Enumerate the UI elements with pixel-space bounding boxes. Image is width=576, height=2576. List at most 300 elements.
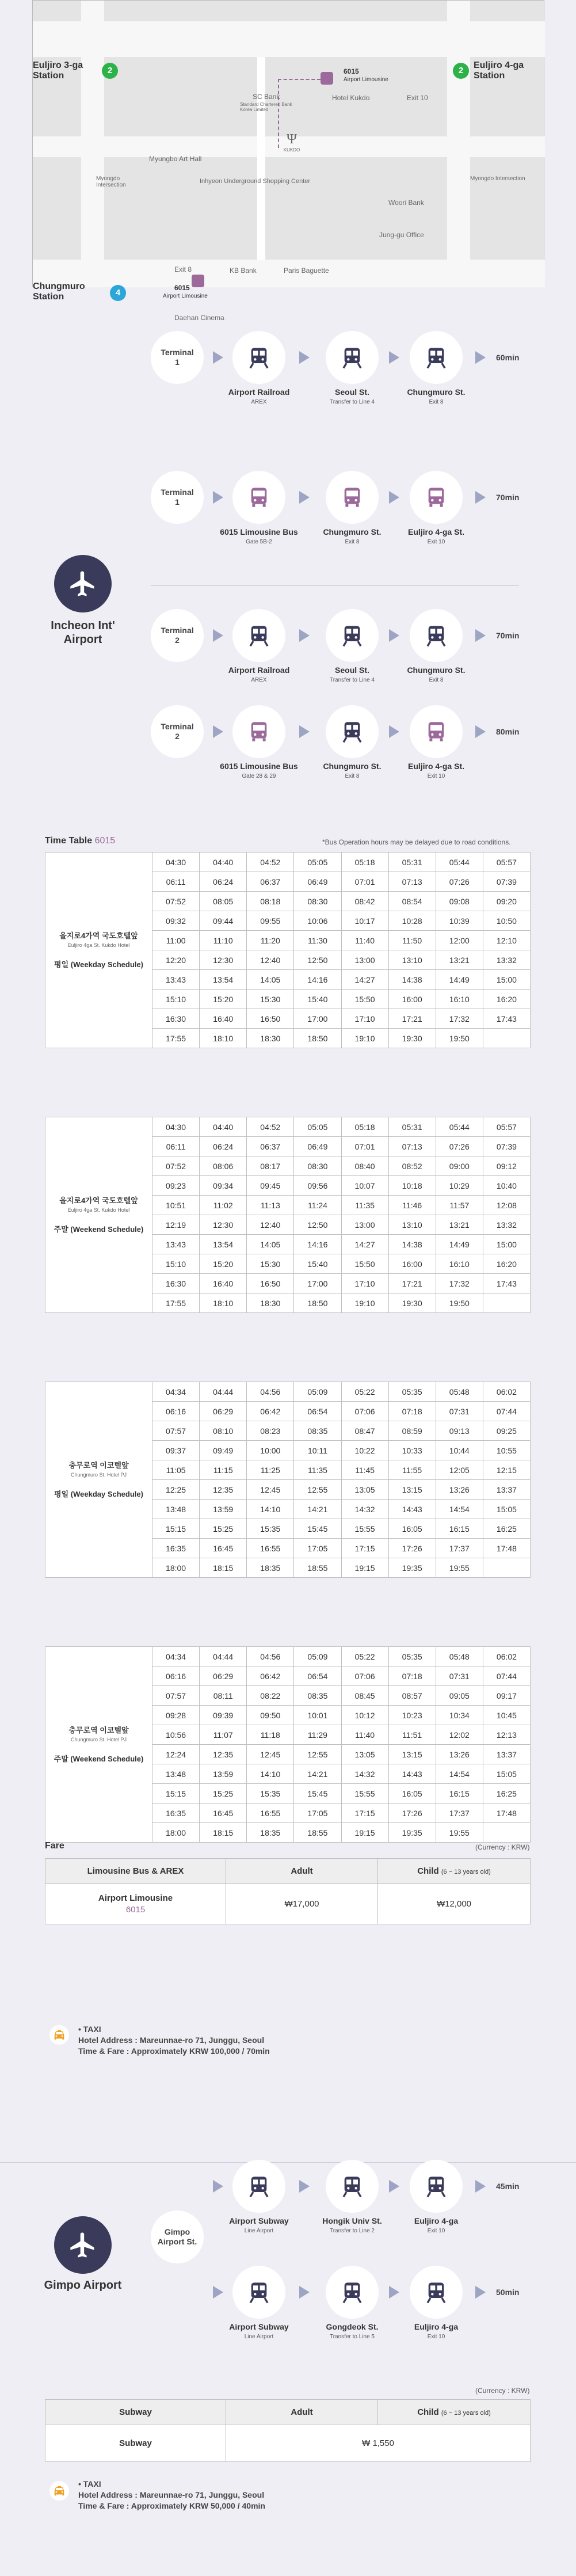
- time-cell: 08:11: [200, 1686, 247, 1706]
- time-cell: 07:06: [341, 1402, 388, 1421]
- route-stop-sub: Exit 8: [345, 773, 360, 779]
- time-cell: 19:10: [341, 1293, 388, 1313]
- route-arrow: [389, 2180, 399, 2193]
- time-cell: 09:39: [200, 1706, 247, 1725]
- time-cell: 08:22: [247, 1686, 294, 1706]
- bus-stop-top-name: Airport Limousine: [344, 77, 388, 83]
- time-cell: 12:35: [200, 1745, 247, 1764]
- time-cell: 07:39: [483, 872, 530, 892]
- time-cell: 18:30: [247, 1029, 294, 1048]
- time-cell: 14:49: [436, 970, 483, 990]
- time-cell: 05:35: [388, 1647, 436, 1666]
- time-cell: 13:15: [388, 1480, 436, 1500]
- route-arrow: [213, 491, 223, 504]
- route-stop-caption: [306, 762, 398, 781]
- route-stop-caption: [306, 527, 398, 547]
- fare2-price: ₩ 1,550: [226, 2425, 531, 2462]
- time-cell: 11:02: [200, 1196, 247, 1215]
- route-stop-icon[interactable]: [232, 331, 285, 384]
- fare-row-code: 6015: [125, 1904, 146, 1915]
- route-path-top: [278, 79, 321, 80]
- route-stop-icon[interactable]: [326, 2160, 379, 2213]
- fare2-row-name: Subway: [45, 2425, 226, 2462]
- route-stop-caption: [213, 2216, 305, 2236]
- time-cell: 06:24: [200, 872, 247, 892]
- route-stop-sub: Transfer to Line 4: [329, 399, 375, 405]
- time-cell: 06:16: [152, 1402, 200, 1421]
- location-map: [32, 0, 544, 322]
- time-cell: 11:57: [436, 1196, 483, 1215]
- time-cell: 09:05: [436, 1686, 483, 1706]
- timetable-stop-label: [45, 1647, 152, 1843]
- time-cell: 17:32: [436, 1274, 483, 1293]
- time-cell: 14:16: [294, 970, 341, 990]
- time-cell: 09:23: [152, 1176, 200, 1196]
- time-cell: 12:45: [247, 1480, 294, 1500]
- time-cell: 10:28: [388, 911, 436, 931]
- time-cell: 14:05: [247, 1235, 294, 1254]
- standard-label: Standard Chartered Bank Korea Limited: [240, 102, 292, 112]
- time-cell: 09:32: [152, 911, 200, 931]
- time-cell: 10:17: [341, 911, 388, 931]
- kb-label: KB Bank: [230, 267, 257, 275]
- time-cell: 07:18: [388, 1402, 436, 1421]
- time-cell: 05:57: [483, 1117, 530, 1137]
- time-cell: 05:44: [436, 853, 483, 872]
- time-cell: 15:10: [152, 1254, 200, 1274]
- chungmuro-station[interactable]: Chungmuro Station: [33, 281, 85, 302]
- route-arrow: [389, 351, 399, 364]
- time-cell: 06:37: [247, 1137, 294, 1156]
- time-cell: 06:29: [200, 1666, 247, 1686]
- table-row: [45, 1647, 531, 1666]
- time-cell: 11:35: [294, 1460, 341, 1480]
- bus-stop-top-number: 6015: [344, 67, 359, 75]
- time-cell: 14:38: [388, 970, 436, 990]
- route-stop-caption: [213, 2322, 305, 2342]
- euljiro4-station[interactable]: Euljiro 4-ga Station: [474, 60, 524, 81]
- route-start-terminal[interactable]: [151, 609, 204, 662]
- exit8-label: Exit 8: [174, 265, 192, 273]
- time-cell: 11:05: [152, 1460, 200, 1480]
- time-cell: 13:21: [436, 950, 483, 970]
- euljiro3-station[interactable]: Euljiro 3-ga Station: [33, 60, 83, 81]
- time-cell: 08:06: [200, 1156, 247, 1176]
- time-cell: 04:34: [152, 1382, 200, 1402]
- time-cell: 15:30: [247, 1254, 294, 1274]
- route-stop-icon[interactable]: [410, 609, 463, 662]
- time-cell: 06:54: [294, 1402, 341, 1421]
- time-cell: 17:05: [294, 1539, 341, 1558]
- time-cell: 08:40: [341, 1156, 388, 1176]
- time-cell: 14:54: [436, 1764, 483, 1784]
- time-cell: 11:15: [200, 1460, 247, 1480]
- time-cell: 17:48: [483, 1803, 530, 1823]
- route-stop-name: Seoul St.: [335, 665, 369, 675]
- route-arrow: [299, 2286, 310, 2299]
- route-arrow: [475, 2180, 486, 2193]
- route-stop-icon[interactable]: [410, 705, 463, 758]
- route-start-terminal[interactable]: [151, 705, 204, 758]
- time-cell: 15:45: [294, 1784, 341, 1803]
- route-stop-caption: [390, 387, 482, 407]
- time-cell: 19:15: [341, 1558, 388, 1578]
- time-cell: 13:54: [200, 1235, 247, 1254]
- route-stop-sub: Transfer to Line 4: [329, 677, 375, 683]
- daehan-label: Daehan Cinema: [174, 314, 224, 322]
- stop-name-ko: 을지로4가역 국도호텔앞: [59, 1196, 138, 1205]
- table-row: [45, 1382, 531, 1402]
- time-cell: 16:50: [247, 1274, 294, 1293]
- time-cell: 16:20: [483, 990, 530, 1009]
- route-start-label: Terminal 2: [161, 722, 194, 741]
- route-arrow: [389, 725, 399, 738]
- taxi-info-2: [78, 2479, 265, 2512]
- incheon-airport-name: Incheon Int' Airport: [51, 619, 115, 646]
- time-cell: 07:52: [152, 892, 200, 911]
- taxi-label: • TAXI: [78, 2025, 101, 2034]
- route-stop-icon[interactable]: [326, 609, 379, 662]
- route-stop-icon[interactable]: [410, 2160, 463, 2213]
- time-cell: 11:35: [341, 1196, 388, 1215]
- time-cell: 12:30: [200, 950, 247, 970]
- time-cell: 13:32: [483, 950, 530, 970]
- time-cell: 18:15: [200, 1823, 247, 1843]
- time-cell: 05:18: [341, 853, 388, 872]
- time-cell: 04:30: [152, 1117, 200, 1137]
- time-cell: 05:48: [436, 1382, 483, 1402]
- incheon-airport-icon: [54, 555, 112, 612]
- time-cell: 17:05: [294, 1803, 341, 1823]
- route-stop-icon[interactable]: [326, 2266, 379, 2319]
- route-stop-caption: [213, 762, 305, 781]
- time-cell: 14:54: [436, 1500, 483, 1519]
- route-stop-icon[interactable]: [326, 705, 379, 758]
- time-cell: 10:22: [341, 1441, 388, 1460]
- time-cell: 13:21: [436, 1215, 483, 1235]
- route-arrow: [475, 629, 486, 642]
- time-cell: 09:13: [436, 1421, 483, 1441]
- time-cell: 10:12: [341, 1706, 388, 1725]
- taxi-icon: [49, 2025, 69, 2045]
- time-cell: 05:09: [294, 1647, 341, 1666]
- time-cell: 11:25: [247, 1460, 294, 1480]
- time-cell: 12:10: [483, 931, 530, 950]
- time-cell: 19:10: [341, 1029, 388, 1048]
- route-stop-caption: [306, 387, 398, 407]
- route-arrow: [299, 2180, 310, 2193]
- time-cell: 08:59: [388, 1421, 436, 1441]
- route-arrow: [213, 629, 223, 642]
- exit10-label: Exit 10: [407, 94, 428, 102]
- time-cell: 15:05: [483, 1764, 530, 1784]
- time-cell: 11:00: [152, 931, 200, 950]
- bus-stop-bottom-name: Airport Limousine: [163, 293, 208, 299]
- time-cell: 10:29: [436, 1176, 483, 1196]
- time-cell: 15:50: [341, 990, 388, 1009]
- fare-col-child-sub: (6 ~ 13 years old): [441, 1869, 491, 1875]
- fare-col-child-label: Child: [417, 1866, 439, 1876]
- route-stop-caption: [213, 665, 305, 685]
- time-cell: 04:44: [200, 1382, 247, 1402]
- time-cell: 17:37: [436, 1539, 483, 1558]
- time-cell: 09:56: [294, 1176, 341, 1196]
- time-cell: 11:29: [294, 1725, 341, 1745]
- route-stop-caption: [390, 762, 482, 781]
- route-stop-sub: Gate 28 & 29: [242, 773, 276, 779]
- route-stop-sub: AREX: [251, 399, 267, 405]
- route-stop-icon[interactable]: [326, 331, 379, 384]
- fare2-col-adult: Adult: [226, 2400, 378, 2425]
- time-cell: 11:20: [247, 931, 294, 950]
- time-cell: 14:27: [341, 1235, 388, 1254]
- route-stop-sub: Line Airport: [244, 2228, 274, 2234]
- time-cell: 16:30: [152, 1009, 200, 1029]
- route-stop-name: 6015 Limousine Bus: [220, 527, 298, 536]
- route-stop-icon[interactable]: [232, 2266, 285, 2319]
- route-stop-icon[interactable]: [232, 2160, 285, 2213]
- time-cell: 08:54: [388, 892, 436, 911]
- time-cell: 05:57: [483, 853, 530, 872]
- time-cell: 15:00: [483, 970, 530, 990]
- time-cell: 07:39: [483, 1137, 530, 1156]
- route-arrow: [389, 2286, 399, 2299]
- route-stop-icon[interactable]: [410, 2266, 463, 2319]
- time-cell: 17:43: [483, 1274, 530, 1293]
- time-cell: 13:59: [200, 1500, 247, 1519]
- route-start-label: Terminal 1: [161, 488, 194, 507]
- route-arrow: [475, 725, 486, 738]
- time-cell: 16:40: [200, 1274, 247, 1293]
- time-cell: 04:40: [200, 1117, 247, 1137]
- time-cell: 10:01: [294, 1706, 341, 1725]
- time-cell: 16:00: [388, 990, 436, 1009]
- time-cell: 16:30: [152, 1274, 200, 1293]
- time-cell: 12:02: [436, 1725, 483, 1745]
- jungu-label: Jung-gu Office: [379, 231, 424, 239]
- gimpo-start-station[interactable]: [151, 2210, 204, 2263]
- time-cell: 18:50: [294, 1029, 341, 1048]
- time-cell: 17:55: [152, 1293, 200, 1313]
- time-cell: 12:50: [294, 1215, 341, 1235]
- route-stop-name: Euljiro 4-ga St.: [407, 527, 464, 536]
- route-stop-icon[interactable]: [410, 331, 463, 384]
- time-cell: 14:21: [294, 1764, 341, 1784]
- time-cell: 10:40: [483, 1176, 530, 1196]
- time-cell: 15:20: [200, 1254, 247, 1274]
- time-cell: 12:40: [247, 1215, 294, 1235]
- time-cell: 15:55: [341, 1784, 388, 1803]
- time-cell: [483, 1558, 530, 1578]
- time-cell: 06:37: [247, 872, 294, 892]
- time-cell: 06:49: [294, 1137, 341, 1156]
- time-cell: 09:34: [200, 1176, 247, 1196]
- woori-label: Woori Bank: [388, 199, 424, 207]
- time-cell: 11:10: [200, 931, 247, 950]
- time-cell: 04:52: [247, 853, 294, 872]
- hotel-kukdo-label: Hotel Kukdo: [332, 94, 370, 102]
- time-cell: 15:10: [152, 990, 200, 1009]
- time-cell: 18:00: [152, 1823, 200, 1843]
- taxi-icon-2: [49, 2481, 69, 2501]
- time-cell: 08:35: [294, 1686, 341, 1706]
- time-cell: 09:45: [247, 1176, 294, 1196]
- time-cell: 17:55: [152, 1029, 200, 1048]
- taxi-info: [78, 2024, 270, 2057]
- route-stop-icon[interactable]: [410, 471, 463, 524]
- time-cell: 12:20: [152, 950, 200, 970]
- time-cell: 12:24: [152, 1745, 200, 1764]
- time-cell: 19:35: [388, 1558, 436, 1578]
- gimpo-divider: [0, 2162, 576, 2163]
- route-stop-name: Airport Subway: [229, 2322, 289, 2331]
- time-cell: 12:13: [483, 1725, 530, 1745]
- time-cell: 16:20: [483, 1254, 530, 1274]
- time-cell: 17:15: [341, 1803, 388, 1823]
- time-cell: 19:30: [388, 1293, 436, 1313]
- stop-name-en: Chungmuro St. Hotel PJ: [70, 1471, 127, 1478]
- time-cell: 16:10: [436, 990, 483, 1009]
- time-cell: 13:32: [483, 1215, 530, 1235]
- route-stop-name: Hongik Univ St.: [322, 2216, 382, 2225]
- route-stop-caption: [306, 2216, 398, 2236]
- time-cell: 05:31: [388, 1117, 436, 1137]
- time-cell: 13:10: [388, 1215, 436, 1235]
- time-cell: 12:08: [483, 1196, 530, 1215]
- route-stop-icon[interactable]: [232, 705, 285, 758]
- time-cell: 16:05: [388, 1519, 436, 1539]
- route-stop-sub: AREX: [251, 677, 267, 683]
- route-arrow: [299, 725, 310, 738]
- route-duration: 70min: [496, 493, 520, 502]
- time-cell: 09:00: [436, 1156, 483, 1176]
- time-cell: 07:44: [483, 1402, 530, 1421]
- time-cell: 19:50: [436, 1293, 483, 1313]
- fare-child: ₩12,000: [378, 1884, 531, 1924]
- time-cell: 19:55: [436, 1558, 483, 1578]
- route-stop-caption: [390, 2322, 482, 2342]
- stop-name-ko: 충무로역 이코텔앞: [68, 1460, 129, 1470]
- time-cell: 16:50: [247, 1009, 294, 1029]
- time-cell: 08:42: [341, 892, 388, 911]
- route-arrow: [299, 491, 310, 504]
- time-cell: 09:28: [152, 1706, 200, 1725]
- time-cell: 05:48: [436, 1647, 483, 1666]
- time-cell: 13:37: [483, 1480, 530, 1500]
- time-cell: 17:43: [483, 1009, 530, 1029]
- time-cell: 07:18: [388, 1666, 436, 1686]
- route-stop-sub: Exit 10: [427, 2228, 445, 2234]
- route-stop-name: Airport Railroad: [228, 665, 290, 675]
- route-stop-caption: [390, 2216, 482, 2236]
- route-arrow: [475, 351, 486, 364]
- time-cell: 12:45: [247, 1745, 294, 1764]
- time-cell: 09:25: [483, 1421, 530, 1441]
- route-stop-icon[interactable]: [232, 471, 285, 524]
- route-start-label: Terminal 1: [161, 348, 194, 367]
- time-cell: 14:49: [436, 1235, 483, 1254]
- time-cell: 09:49: [200, 1441, 247, 1460]
- time-cell: 13:48: [152, 1500, 200, 1519]
- route-start-terminal[interactable]: [151, 331, 204, 384]
- time-cell: 18:50: [294, 1293, 341, 1313]
- fare-col-adult: Adult: [226, 1859, 378, 1884]
- time-cell: 16:55: [247, 1803, 294, 1823]
- time-cell: 07:13: [388, 1137, 436, 1156]
- time-cell: 16:45: [200, 1803, 247, 1823]
- gimpo-airport-icon: [54, 2216, 112, 2274]
- time-cell: 13:43: [152, 1235, 200, 1254]
- route-stop-sub: Exit 8: [429, 399, 444, 405]
- time-cell: 04:56: [247, 1382, 294, 1402]
- time-cell: 19:50: [436, 1029, 483, 1048]
- fare-col-type: Limousine Bus & AREX: [45, 1859, 226, 1884]
- time-cell: 16:15: [436, 1519, 483, 1539]
- time-cell: 08:45: [341, 1686, 388, 1706]
- time-cell: 14:10: [247, 1764, 294, 1784]
- time-cell: 10:44: [436, 1441, 483, 1460]
- route-stop-sub: Exit 10: [427, 2334, 445, 2340]
- bus-icon-bottom: [192, 275, 204, 287]
- time-cell: 14:05: [247, 970, 294, 990]
- time-cell: 05:05: [294, 853, 341, 872]
- time-cell: 12:15: [483, 1460, 530, 1480]
- route-arrow: [213, 351, 223, 364]
- time-cell: 15:40: [294, 990, 341, 1009]
- time-cell: 14:16: [294, 1235, 341, 1254]
- time-cell: 18:35: [247, 1558, 294, 1578]
- time-cell: 15:30: [247, 990, 294, 1009]
- time-cell: 16:45: [200, 1539, 247, 1558]
- route-stop-icon[interactable]: [326, 471, 379, 524]
- time-cell: 14:43: [388, 1764, 436, 1784]
- stop-name-ko: 을지로4가역 국도호텔앞: [59, 931, 138, 940]
- time-cell: 16:15: [436, 1784, 483, 1803]
- timetable-stop-label: [45, 1117, 152, 1313]
- route-stop-sub: Gate 5B-2: [246, 539, 272, 545]
- time-cell: 07:13: [388, 872, 436, 892]
- time-cell: 12:55: [294, 1480, 341, 1500]
- time-cell: 11:45: [341, 1460, 388, 1480]
- route-stop-name: Euljiro 4-ga: [414, 2216, 459, 2225]
- time-cell: 07:31: [436, 1666, 483, 1686]
- time-cell: 16:40: [200, 1009, 247, 1029]
- time-cell: 13:48: [152, 1764, 200, 1784]
- taxi-time: Time & Fare : Approximately KRW 100,000 / 70min: [78, 2046, 270, 2056]
- time-cell: 09:20: [483, 892, 530, 911]
- fare2-header-row: [45, 2400, 531, 2425]
- route-path-vertical: [278, 79, 279, 148]
- table-row: [45, 1117, 531, 1137]
- time-cell: 12:50: [294, 950, 341, 970]
- fare-adult: ₩17,000: [226, 1884, 378, 1924]
- time-cell: 06:11: [152, 1137, 200, 1156]
- time-cell: 16:05: [388, 1784, 436, 1803]
- time-cell: 13:05: [341, 1480, 388, 1500]
- schedule-type: 주말 (Weekend Schedule): [54, 1754, 144, 1763]
- time-cell: 05:05: [294, 1117, 341, 1137]
- timetable-title-text: Time Table: [45, 836, 93, 846]
- time-cell: 07:57: [152, 1686, 200, 1706]
- route-stop-icon[interactable]: [232, 609, 285, 662]
- time-cell: 18:15: [200, 1558, 247, 1578]
- timetable-title-code: 6015: [94, 836, 116, 846]
- time-cell: 08:35: [294, 1421, 341, 1441]
- time-cell: 14:43: [388, 1500, 436, 1519]
- hotel-logo-mark: Ψ: [287, 132, 297, 147]
- route-start-terminal[interactable]: [151, 471, 204, 524]
- route-stop-caption: [213, 387, 305, 407]
